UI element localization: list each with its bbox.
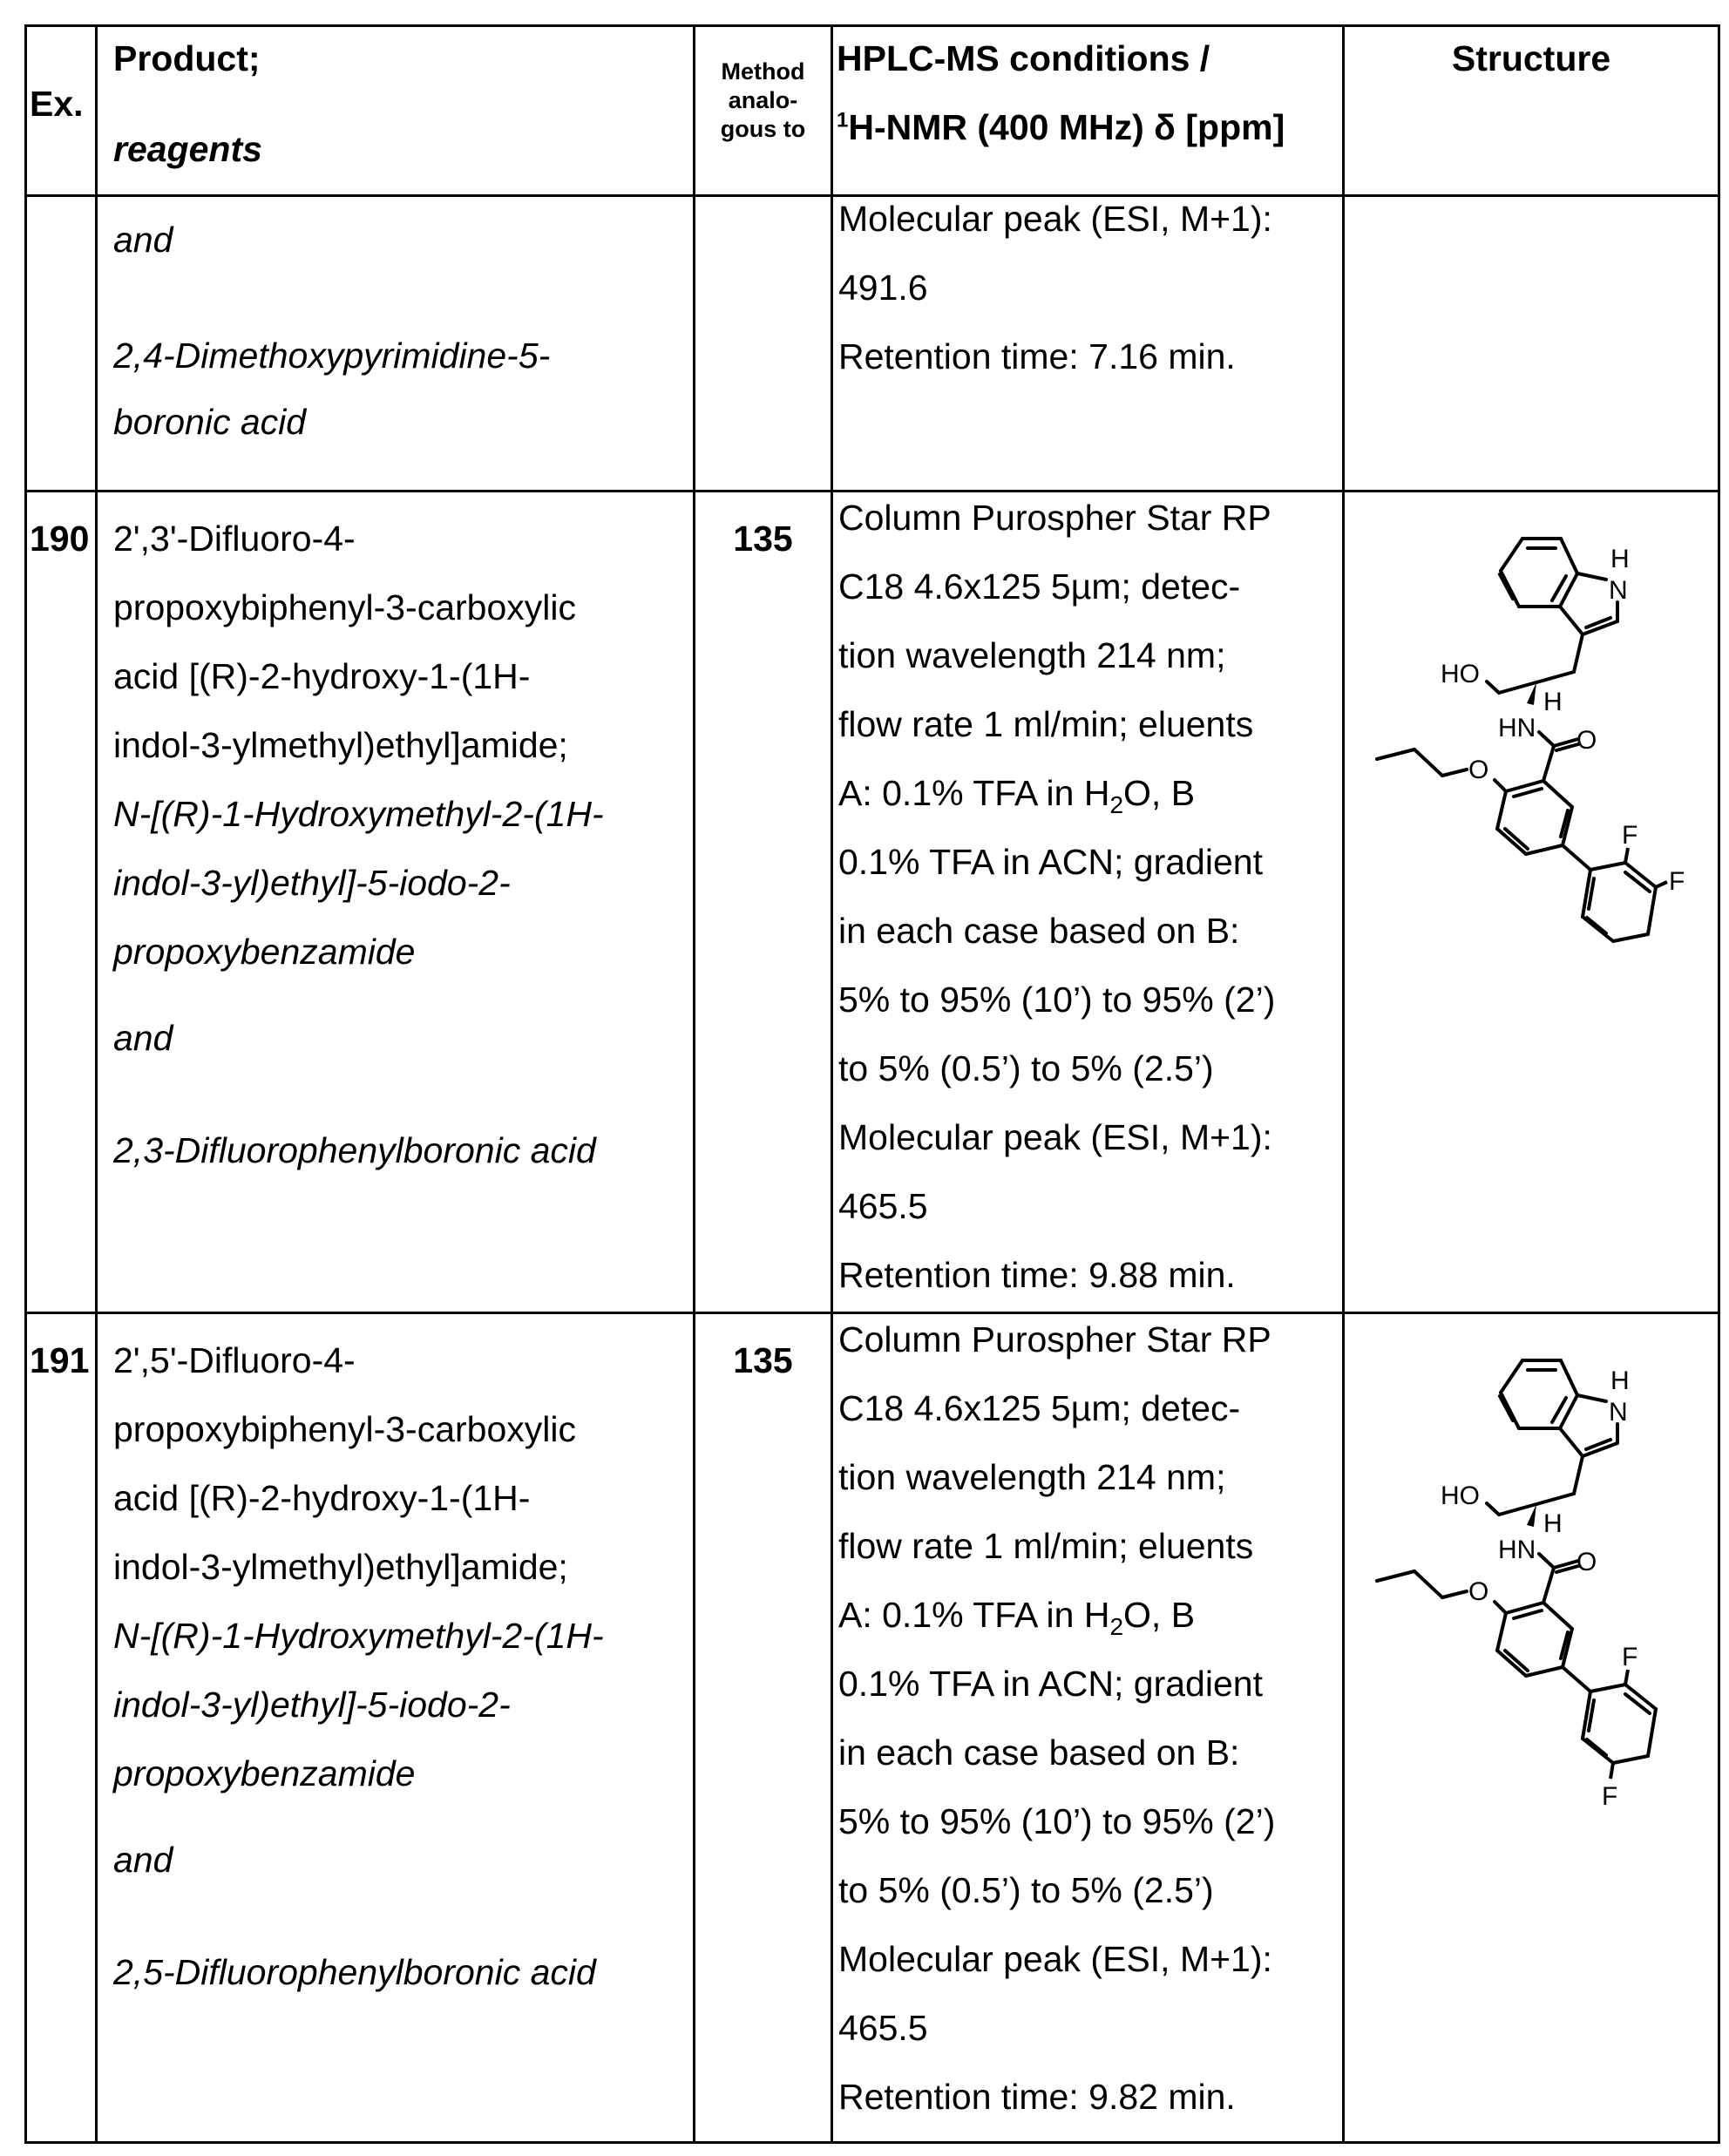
bond	[1543, 1603, 1572, 1629]
reagent-line: propoxybenzamide	[113, 1739, 604, 1808]
eluent-a-text: O, B	[1123, 1595, 1195, 1635]
header-structure	[1345, 24, 1718, 93]
atom-label-f2: F	[1669, 867, 1685, 896]
atom-label-hn: HN	[1498, 1536, 1536, 1564]
bond	[1577, 1395, 1606, 1401]
header-hplc-line1: HPLC-MS conditions /	[837, 24, 1285, 93]
and-label: and	[113, 1826, 604, 1895]
bond	[1499, 1504, 1536, 1515]
reagent-line: propoxybenzamide	[113, 918, 604, 986]
bond	[1561, 1360, 1577, 1395]
header-hplc-sup: 1	[837, 108, 848, 132]
hplc-line: Column Purospher Star RP	[838, 484, 1275, 553]
bond	[1414, 1571, 1442, 1597]
atom-label-h: H	[1543, 1509, 1563, 1538]
bond	[1656, 882, 1667, 887]
bond	[1543, 781, 1572, 807]
header-ex-label: Ex.	[30, 84, 84, 124]
bond	[1539, 732, 1554, 746]
bond	[1442, 770, 1467, 776]
hplc-line: 0.1% TFA in ACN; gradient	[838, 828, 1275, 897]
subscript: 2	[1109, 791, 1123, 818]
bond	[1587, 918, 1606, 933]
atom-label-nh-h: H	[1610, 1366, 1630, 1395]
bond	[1625, 1670, 1628, 1685]
header-method-line: analo-	[695, 86, 831, 115]
bond	[1497, 1613, 1506, 1651]
column-divider	[693, 24, 695, 2144]
bond	[1560, 607, 1583, 634]
atom-label-nh-h: H	[1610, 545, 1630, 573]
bond	[1560, 573, 1577, 607]
atom-label-o-carbonyl: O	[1576, 1548, 1597, 1576]
reagent-line: N-[(R)-1-Hydroxymethyl-2-(1H-	[113, 780, 604, 849]
hplc-line: tion wavelength 214 nm;	[838, 621, 1275, 690]
retention-time: Retention time: 7.16 min.	[838, 322, 1272, 391]
hplc-line: C18 4.6x125 5µm; detec-	[838, 1374, 1275, 1443]
bond	[1442, 1591, 1467, 1597]
bond	[1495, 1602, 1506, 1613]
method-number: 135	[695, 505, 831, 573]
eluent-a-text: A: 0.1% TFA in H	[838, 1595, 1109, 1635]
bond	[1590, 1685, 1625, 1692]
atom-label-ho: HO	[1441, 660, 1480, 688]
and-label: and	[113, 1004, 604, 1073]
ex-number: 190	[30, 505, 89, 573]
bond	[1539, 1554, 1554, 1568]
atom-label-f1: F	[1622, 821, 1637, 850]
table-border-bottom	[24, 2141, 1720, 2144]
bond	[1625, 1694, 1650, 1713]
table-border-right	[1718, 24, 1720, 2144]
atom-label-nh-n: N	[1609, 1398, 1628, 1427]
hplc-cell	[838, 484, 1275, 1310]
product-cell	[113, 505, 604, 1185]
bond	[1583, 917, 1613, 941]
hplc-cell	[838, 1305, 1275, 2132]
ex-number: 191	[30, 1326, 89, 1395]
bond	[1499, 682, 1536, 693]
eluent-a-line	[838, 1581, 1275, 1650]
hplc-line: in each case based on B:	[838, 897, 1275, 966]
row1-hplc	[838, 185, 1272, 391]
peak-label: Molecular peak (ESI, M+1):	[838, 1925, 1275, 1994]
hplc-line: 5% to 95% (10’) to 95% (2’)	[838, 1787, 1275, 1856]
reagent-line: N-[(R)-1-Hydroxymethyl-2-(1H-	[113, 1602, 604, 1671]
header-ex	[30, 70, 84, 139]
reagent-line: 2,3-Difluorophenylboronic acid	[113, 1116, 604, 1185]
bond	[1613, 934, 1648, 941]
product-name-line: propoxybiphenyl-3-carboxylic	[113, 1395, 604, 1464]
atom-label-f1: F	[1622, 1643, 1637, 1671]
bond	[1536, 672, 1574, 682]
atom-label-nh-n: N	[1609, 576, 1628, 605]
atom-label-f2: F	[1602, 1782, 1617, 1811]
bond	[1587, 1739, 1606, 1755]
row1-product	[113, 206, 550, 455]
product-name-line: indol-3-ylmethyl)ethyl]amide;	[113, 711, 604, 780]
bond	[1377, 749, 1414, 759]
bond	[1613, 1756, 1648, 1763]
atom-label-hn: HN	[1498, 714, 1536, 742]
reagent-line: boronic acid	[113, 389, 550, 455]
hplc-line: 0.1% TFA in ACN; gradient	[838, 1650, 1275, 1719]
bond	[1536, 1494, 1574, 1504]
header-product	[113, 24, 262, 184]
column-divider	[1342, 24, 1345, 2144]
bond	[1648, 1709, 1656, 1756]
atom-label-o-carbonyl: O	[1576, 726, 1597, 755]
hplc-line: in each case based on B:	[838, 1719, 1275, 1787]
bond	[1574, 1456, 1583, 1494]
column-divider	[95, 24, 98, 2144]
bond	[1501, 539, 1522, 571]
header-product-label: Product;	[113, 24, 262, 93]
product-cell	[113, 1326, 604, 2007]
bond	[1560, 1395, 1577, 1428]
hplc-line: flow rate 1 ml/min; eluents	[838, 690, 1275, 759]
product-name-line: acid [(R)-2-hydroxy-1-(1H-	[113, 642, 604, 711]
bond	[1590, 863, 1625, 870]
subscript: 2	[1109, 1613, 1123, 1640]
bond	[1526, 1667, 1563, 1676]
header-reagents-label: reagents	[113, 115, 262, 184]
bond	[1501, 1360, 1522, 1393]
column-divider	[831, 24, 833, 2144]
product-name-line: acid [(R)-2-hydroxy-1-(1H-	[113, 1464, 604, 1533]
bond	[1577, 573, 1606, 580]
product-name-line: 2',3'-Difluoro-4-	[113, 505, 604, 573]
reagent-line: indol-3-yl)ethyl]-5-iodo-2-	[113, 1671, 604, 1739]
reagent-line: 2,5-Difluorophenylboronic acid	[113, 1938, 604, 2007]
method-number: 135	[695, 1326, 831, 1395]
header-method-line: gous to	[695, 115, 831, 144]
bond	[1500, 1396, 1513, 1420]
peak-value: 465.5	[838, 1994, 1275, 2063]
bond	[1648, 887, 1656, 934]
chemical-structure	[1345, 1339, 1719, 1792]
hplc-line: tion wavelength 214 nm;	[838, 1443, 1275, 1512]
hplc-line: C18 4.6x125 5µm; detec-	[838, 553, 1275, 621]
reagent-line: 2,4-Dimethoxypyrimidine-5-	[113, 322, 550, 389]
bond	[1563, 845, 1590, 870]
bond	[1377, 1571, 1414, 1581]
header-method-line: Method	[695, 58, 831, 86]
eluent-a-text: O, B	[1123, 773, 1195, 813]
bond	[1501, 1393, 1519, 1428]
bond	[1625, 872, 1650, 892]
product-name-line: propoxybiphenyl-3-carboxylic	[113, 573, 604, 642]
hplc-line: 5% to 95% (10’) to 95% (2’)	[838, 966, 1275, 1034]
peak-label: Molecular peak (ESI, M+1):	[838, 1103, 1275, 1172]
peak-label: Molecular peak (ESI, M+1):	[838, 185, 1272, 254]
retention-time: Retention time: 9.82 min.	[838, 2063, 1275, 2132]
header-method	[695, 58, 831, 144]
reagent-line: indol-3-yl)ethyl]-5-iodo-2-	[113, 849, 604, 918]
eluent-a-line	[838, 759, 1275, 828]
hplc-line: Column Purospher Star RP	[838, 1305, 1275, 1374]
eluent-a-text: A: 0.1% TFA in H	[838, 773, 1109, 813]
header-hplc	[837, 24, 1285, 162]
retention-time: Retention time: 9.88 min.	[838, 1241, 1275, 1310]
peak-value: 465.5	[838, 1172, 1275, 1241]
and-label: and	[113, 206, 550, 275]
table-border-left	[24, 24, 27, 2144]
bond	[1487, 1503, 1499, 1515]
bond	[1561, 539, 1577, 573]
bond	[1526, 845, 1563, 854]
header-structure-label: Structure	[1452, 38, 1610, 78]
bond	[1560, 1428, 1583, 1456]
bond	[1543, 1568, 1554, 1603]
bond	[1487, 681, 1499, 693]
bond	[1500, 574, 1513, 599]
bond	[1610, 1763, 1613, 1779]
product-name-line: indol-3-ylmethyl)ethyl]amide;	[113, 1533, 604, 1602]
hplc-line: to 5% (0.5’) to 5% (2.5’)	[838, 1034, 1275, 1103]
product-name-line: 2',5'-Difluoro-4-	[113, 1326, 604, 1395]
bond	[1514, 1610, 1542, 1618]
hplc-line: flow rate 1 ml/min; eluents	[838, 1512, 1275, 1581]
atom-label-h: H	[1543, 688, 1563, 716]
bond	[1514, 789, 1542, 797]
atom-label-o-ether: O	[1468, 1577, 1488, 1606]
bond	[1501, 571, 1519, 607]
bond	[1497, 791, 1506, 829]
header-hplc-line2: H-NMR (400 MHz) δ [ppm]	[848, 107, 1285, 147]
atom-label-ho: HO	[1441, 1481, 1480, 1510]
bond	[1563, 1667, 1590, 1692]
bond	[1495, 780, 1506, 791]
hplc-line: to 5% (0.5’) to 5% (2.5’)	[838, 1856, 1275, 1925]
bond	[1625, 848, 1628, 863]
bond	[1574, 634, 1583, 672]
bond	[1543, 746, 1554, 781]
atom-label-o-ether: O	[1468, 756, 1488, 784]
bond	[1583, 1739, 1613, 1763]
chemical-structure	[1345, 517, 1719, 970]
peak-value: 491.6	[838, 254, 1272, 322]
bond	[1414, 749, 1442, 776]
